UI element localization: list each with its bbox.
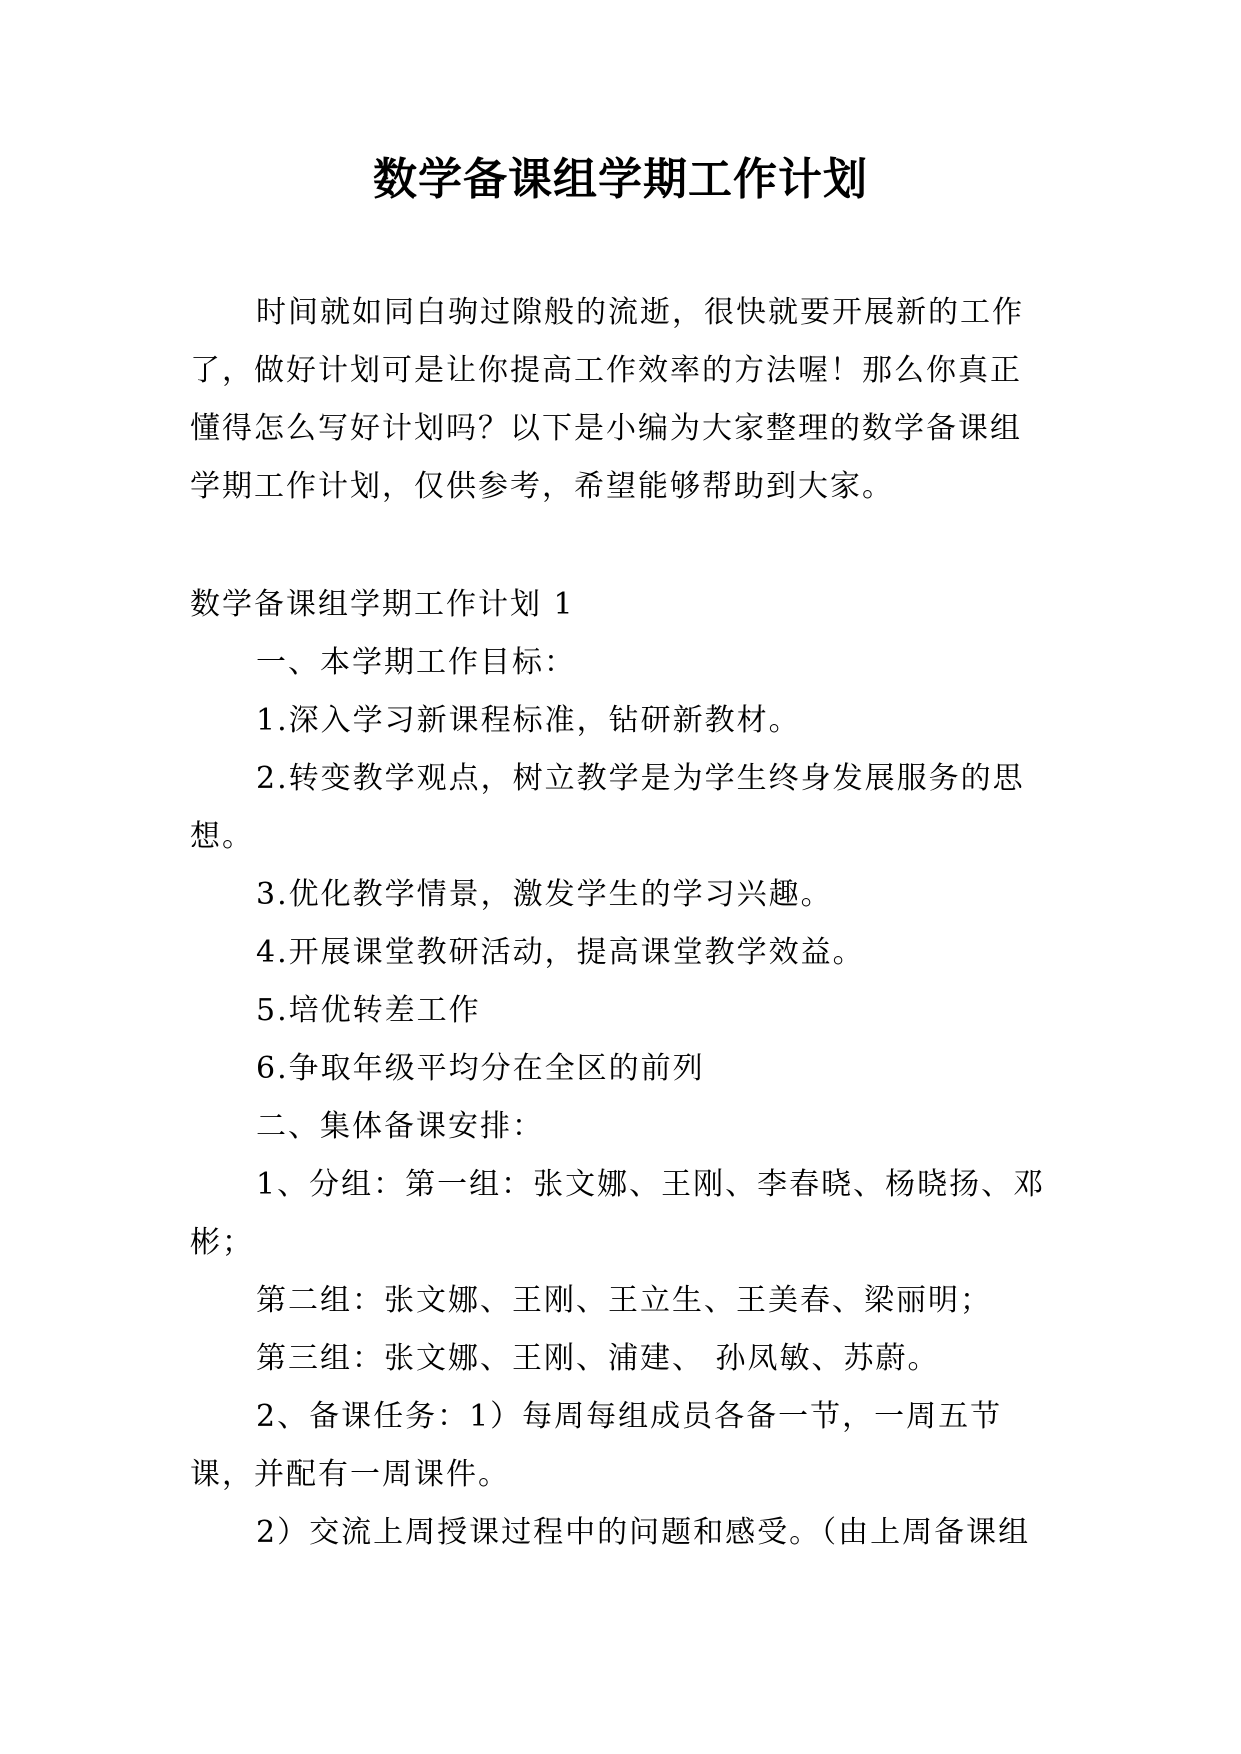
paragraph-goals-heading: 一、本学期工作目标： [256,645,576,680]
paragraph-goal-2: 2.转变教学观点，树立教学是为学生终身发展服务的思想。 [190,761,1025,854]
paragraph-goal-4: 4.开展课堂教研活动，提高课堂教学效益。 [256,935,865,970]
paragraph-group-1: 1、分组：第一组：张文娜、王刚、李春晓、杨晓扬、邓彬； [190,1167,1046,1260]
paragraph-goal-6: 6.争取年级平均分在全区的前列 [256,1051,705,1086]
paragraph-lesson-prep-heading: 二、集体备课安排： [256,1109,544,1144]
intro-paragraph: 时间就如同白驹过隙般的流逝，很快就要开展新的工作了，做好计划可是让你提高工作效率的方法喔！那么你真正懂得怎么写好计划吗？以下是小编为大家整理的数学备课组学期工作计划，仅供参考，希望能够帮助到大家。 [190,295,1024,504]
paragraph-goal-1: 1.深入学习新课程标准，钻研新教材。 [256,703,801,738]
paragraph-prep-task-2: 2）交流上周授课过程中的问题和感受。（由上周备课组 [256,1515,1031,1550]
paragraph-goal-3: 3.优化教学情景，激发学生的学习兴趣。 [256,877,833,912]
document-body [190,576,1050,1562]
section-heading: 数学备课组学期工作计划 1 [190,587,575,622]
paragraph-group-3: 第三组：张文娜、王刚、浦建、 孙凤敏、苏蔚。 [256,1341,940,1376]
paragraph-prep-task-1: 2、备课任务：1）每周每组成员各备一节，一周五节课，并配有一周课件。 [190,1399,1003,1492]
paragraph-group-2: 第二组：张文娜、王刚、王立生、王美春、梁丽明； [256,1283,992,1318]
document-title: 数学备课组学期工作计划 [373,154,868,205]
paragraph-goal-5: 5.培优转差工作 [256,993,481,1028]
